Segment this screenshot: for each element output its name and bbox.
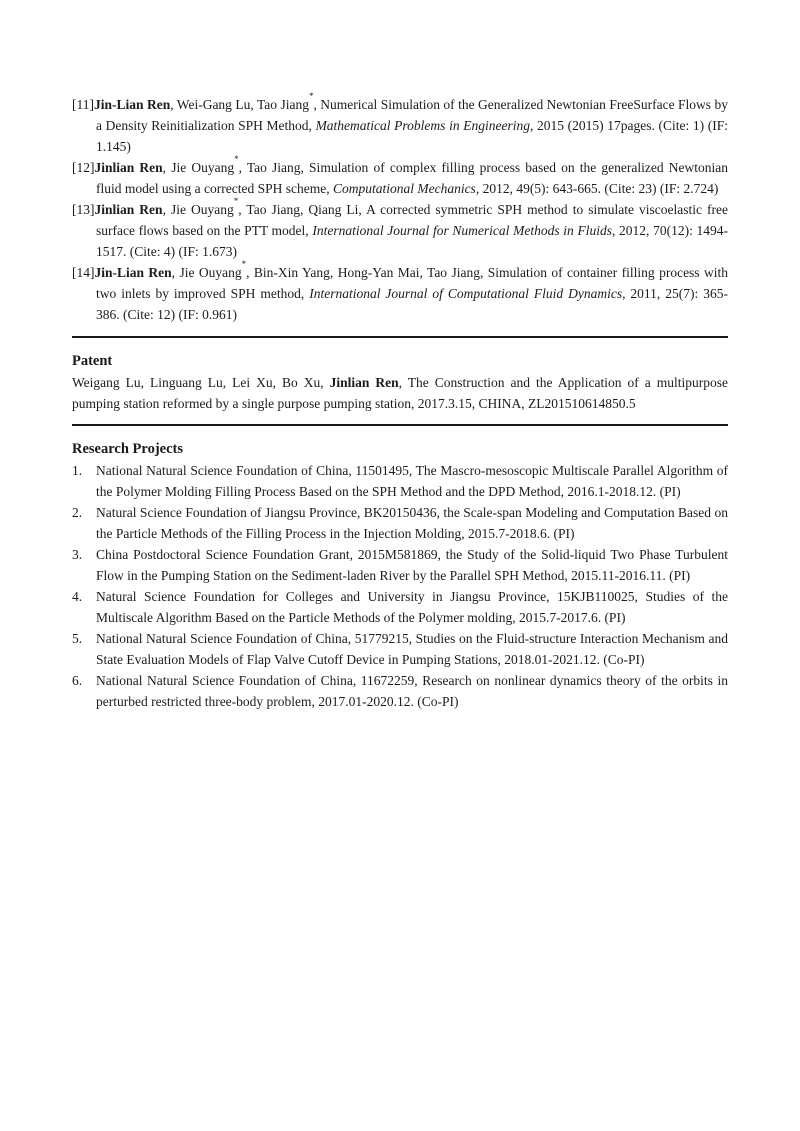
text-segment-italic: Mathematical Problems in Engineering <box>315 118 530 133</box>
text-segment-normal: , The Construction and the Application of a multipurpose pumping station reformed by a single purpose pumping station, 2017.3.15, CHINA, ZL201510614850.5 <box>72 375 729 411</box>
text-segment-sup: * <box>308 91 314 101</box>
project-text: Natural Science Foundation for Colleges and University in Jiangsu Province, 15KJB110025, Studies of the Multiscale Algorithm Based on the Particle Methods of the Polymer molding, 2015.7-2017.6. (PI) <box>96 589 728 625</box>
project-item <box>72 670 728 712</box>
text-segment-sup: * <box>234 154 239 164</box>
reference-label: [12] <box>72 160 95 175</box>
project-text: Natural Science Foundation of Jiangsu Province, BK20150436, the Scale-span Modeling and Computation Based on the Particle Methods of the Filling Process in the Injection Molding, 2015.7-2018.6. (PI) <box>96 505 728 541</box>
project-number: 3. <box>72 547 83 562</box>
reference-item <box>72 259 728 325</box>
text-segment-bold: Jinlian Ren <box>94 202 163 217</box>
text-segment-normal: , Jie Ouyang <box>171 265 242 280</box>
section-divider-top <box>72 336 728 338</box>
section-divider-bottom <box>72 424 728 426</box>
patent-heading: Patent <box>72 353 113 369</box>
text-segment-bold: Jinlian Ren <box>329 375 399 390</box>
project-text: National Natural Science Foundation of China, 11501495, The Mascro-mesoscopic Multiscale Parallel Algorithm of the Polymer Molding Filling Process Based on the SPH Method and the DPD Method, 2016.1-2018.12. (PI) <box>96 463 728 499</box>
text-segment-normal: , Numerical Simulation of the Generalized Newtonian FreeSurface Flows by a Density Reinitialization SPH Method, <box>96 97 728 133</box>
reference-label: [11] <box>72 97 94 112</box>
text-segment-normal: , Tao Jiang, Qiang Li, A corrected symmetric SPH method to simulate viscoelastic free surface flows based on the PTT model, <box>96 202 728 238</box>
text-segment-italic: International Journal for Numerical Methods in Fluids <box>312 223 612 238</box>
reference-label: [14] <box>72 265 95 280</box>
text-segment-normal: , 2011, 25(7): 365-386. (Cite: 12) (IF: 0.961) <box>96 286 728 322</box>
reference-label: [13] <box>72 202 95 217</box>
project-item <box>72 460 728 502</box>
project-text: National Natural Science Foundation of China, 51779215, Studies on the Fluid-structure Interaction Mechanism and State Evaluation Models of Flap Valve Cutoff Device in Pumping Stations, 2018.01-2021.12. (Co-PI) <box>96 631 728 667</box>
reference-item <box>72 91 729 157</box>
text-segment-normal: Weigang Lu, Linguang Lu, Lei Xu, Bo Xu, <box>72 375 330 390</box>
text-segment-italic: Computational Mechanics <box>332 181 476 196</box>
text-segment-normal: , Wei-Gang Lu, Tao Jiang <box>170 97 309 112</box>
text-segment-sup: * <box>233 196 239 206</box>
project-text: China Postdoctoral Science Foundation Grant, 2015M581869, the Study of the Solid-liquid Two Phase Turbulent Flow in the Pumping Station on the Sediment-laden River by the Parallel SPH Method, 2015.11-2016.11. (PI) <box>96 547 728 583</box>
research-projects-list <box>72 460 728 712</box>
project-number: 2. <box>72 505 83 520</box>
publications-list <box>72 91 729 325</box>
project-text: National Natural Science Foundation of China, 11672259, Research on nonlinear dynamics theory of the orbits in perturbed restricted three-body problem, 2017.01-2020.12. (Co-PI) <box>96 673 728 709</box>
research-projects-heading: Research Projects <box>72 441 183 457</box>
project-number: 1. <box>72 463 83 478</box>
text-segment-normal: , 2015 (2015) 17pages. (Cite: 1) (IF: 1.145) <box>96 118 729 154</box>
text-segment-bold: Jin-Lian Ren <box>94 265 172 280</box>
project-number: 5. <box>72 631 83 646</box>
text-segment-normal: , Jie Ouyang <box>162 160 235 175</box>
reference-item <box>72 196 729 262</box>
text-segment-normal: , 2012, 49(5): 643-665. (Cite: 23) (IF: 2.724) <box>475 181 719 196</box>
text-segment-normal: , Jie Ouyang <box>162 202 234 217</box>
text-segment-sup: * <box>241 259 247 269</box>
text-segment-bold: Jinlian Ren <box>94 160 163 175</box>
project-item <box>72 544 728 586</box>
project-number: 6. <box>72 673 83 688</box>
text-segment-normal: , 2012, 70(12): 1494-1517. (Cite: 4) (IF: 1.673) <box>96 223 729 259</box>
text-segment-normal: , Bin-Xin Yang, Hong-Yan Mai, Tao Jiang, Simulation of container filling process with two inlets by improved SPH method, <box>96 265 728 301</box>
project-item <box>72 502 728 544</box>
project-number: 4. <box>72 589 83 604</box>
text-segment-normal: , Tao Jiang, Simulation of complex filling process based on the generalized Newtonian fluid model using a corrected SPH scheme, <box>96 160 728 196</box>
text-segment-italic: International Journal of Computational Fluid Dynamics <box>309 286 623 301</box>
reference-item <box>72 154 728 199</box>
patent-paragraph <box>72 372 728 414</box>
project-item <box>72 586 728 628</box>
project-item <box>72 628 728 670</box>
text-segment-bold: Jin-Lian Ren <box>94 97 171 112</box>
